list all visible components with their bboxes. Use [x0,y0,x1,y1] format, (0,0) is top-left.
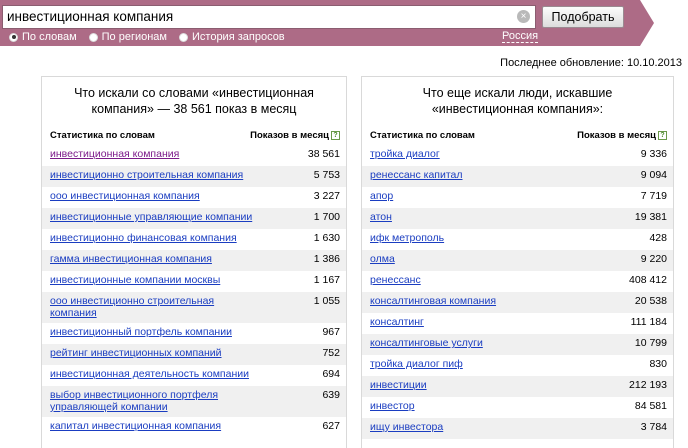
impressions-count: 19 381 [634,211,667,223]
table-row [362,187,673,208]
table-row [362,250,673,271]
impressions-count: 3 227 [313,190,340,202]
table-row [42,166,346,187]
panel-title-left: Что искали со словами «инвестиционная компания» — 38 561 показ в месяц [74,86,314,116]
radio-button[interactable] [89,33,98,42]
impressions-count: 9 094 [640,169,667,181]
impressions-count: 428 [649,232,667,244]
query-link[interactable]: ифк метрополь [370,232,445,244]
query-link[interactable]: инвестиционная деятельность компании [50,368,249,380]
col-count-header [577,130,667,141]
search-mode-option[interactable] [9,31,77,43]
query-link[interactable]: консалтинг [370,316,424,328]
query-link[interactable]: инвестиционный портфель компании [50,326,232,338]
table-row [42,250,346,271]
table-row [42,417,346,438]
query-link[interactable]: ренессанс [370,274,421,286]
search-band-tail [640,0,654,46]
table-row [42,271,346,292]
query-link[interactable]: рейтинг инвестиционных компаний [50,347,222,359]
query-link[interactable]: капитал инвестиционная компания [50,420,222,432]
radio-button[interactable] [9,33,18,42]
table-row [362,418,673,439]
impressions-count: 694 [322,368,340,380]
col-count-label: Показов в месяц [250,129,329,141]
impressions-count: 627 [322,420,340,432]
impressions-count: 111 184 [630,316,667,328]
table-row [42,344,346,365]
last-updated: Последнее обновление: 10.10.2013 [500,57,682,69]
query-link[interactable]: консалтинговые услуги [370,337,483,349]
table-row [362,292,673,313]
query-link[interactable]: инвестиционные компании москвы [50,274,221,286]
help-icon[interactable]: ? [658,131,667,140]
query-link[interactable]: инвестиционные управляющие компании [50,211,253,223]
query-link[interactable]: консалтинговая компания [370,295,497,307]
search-mode-label: По словам [22,31,77,43]
impressions-count: 1 700 [313,211,340,223]
impressions-count: 3 784 [640,421,667,433]
table-row [362,334,673,355]
search-mode-label: История запросов [192,31,285,43]
col-word-header: Статистика по словам [370,129,475,141]
table-row [362,376,673,397]
col-count-label: Показов в месяц [577,129,656,141]
impressions-count: 752 [322,347,340,359]
table-row [362,166,673,187]
table-row [42,145,346,166]
impressions-count: 967 [322,326,340,338]
search-mode-options [9,30,297,44]
panel-related-words [41,76,347,448]
impressions-count: 1 167 [313,274,340,286]
submit-button[interactable]: Подобрать [542,6,624,28]
query-link[interactable]: тройка диалог [370,148,440,160]
search-mode-label: По регионам [101,31,167,43]
col-word-header: Статистика по словам [50,129,155,141]
query-link[interactable]: тройка диалог пиф [370,358,463,370]
clear-icon[interactable]: × [517,10,530,23]
query-link[interactable]: выбор инвестиционного портфеля управляющей компании [50,389,219,413]
table-row [42,386,346,417]
table-row [42,187,346,208]
search-mode-option[interactable] [89,31,167,43]
query-link[interactable]: апор [370,190,394,202]
panel-also-searched [361,76,674,448]
help-icon[interactable]: ? [331,131,340,140]
impressions-count: 5 753 [313,169,340,181]
query-link[interactable]: инвестиционно финансовая компания [50,232,237,244]
table-row [42,208,346,229]
query-link[interactable]: олма [370,253,395,265]
impressions-count: 1 386 [313,253,340,265]
table-row [362,271,673,292]
impressions-count: 1 055 [313,295,340,307]
query-link[interactable]: атон [370,211,392,223]
impressions-count: 9 220 [640,253,667,265]
impressions-count: 830 [649,358,667,370]
impressions-count: 9 336 [640,148,667,160]
table-row [362,397,673,418]
table-right [362,125,673,439]
table-row [362,208,673,229]
query-link[interactable]: инвестиции [370,379,427,391]
query-link[interactable]: инвестиционно строительная компания [50,169,244,181]
table-row [42,229,346,250]
query-link[interactable]: ищу инвестора [370,421,444,433]
query-link[interactable]: гамма инвестиционная компания [50,253,212,265]
impressions-count: 1 630 [313,232,340,244]
panel-title-right: Что еще искали люди, искавшие «инвестиционная компания»: [422,86,613,116]
impressions-count: 20 538 [634,295,667,307]
table-row [42,323,346,344]
col-count-header [250,130,340,141]
table-row [362,355,673,376]
query-link[interactable]: инвестиционная компания [50,148,180,160]
table-header-right [362,125,673,145]
impressions-count: 10 799 [634,337,667,349]
rows-left [42,145,346,438]
impressions-count: 408 412 [629,274,667,286]
table-header-left [42,125,346,145]
impressions-count: 38 561 [307,148,340,160]
query-link[interactable]: ооо инвестиционная компания [50,190,200,202]
query-link[interactable]: ооо инвестиционно строительная компания [50,295,215,319]
impressions-count: 212 193 [629,379,667,391]
impressions-count: 84 581 [634,400,667,412]
rows-right [362,145,673,439]
table-left [42,125,346,438]
table-row [362,229,673,250]
table-row [362,145,673,166]
search-input[interactable]: инвестиционная компания [2,5,536,29]
impressions-count: 7 719 [640,190,667,202]
query-link[interactable]: ренессанс капитал [370,169,463,181]
region-link[interactable]: Россия [502,30,539,42]
table-row [42,292,346,323]
table-row [42,365,346,386]
query-link[interactable]: инвестор [370,400,415,412]
impressions-count: 639 [322,389,340,401]
table-row [362,313,673,334]
search-mode-option[interactable] [179,31,285,43]
radio-button[interactable] [179,33,188,42]
